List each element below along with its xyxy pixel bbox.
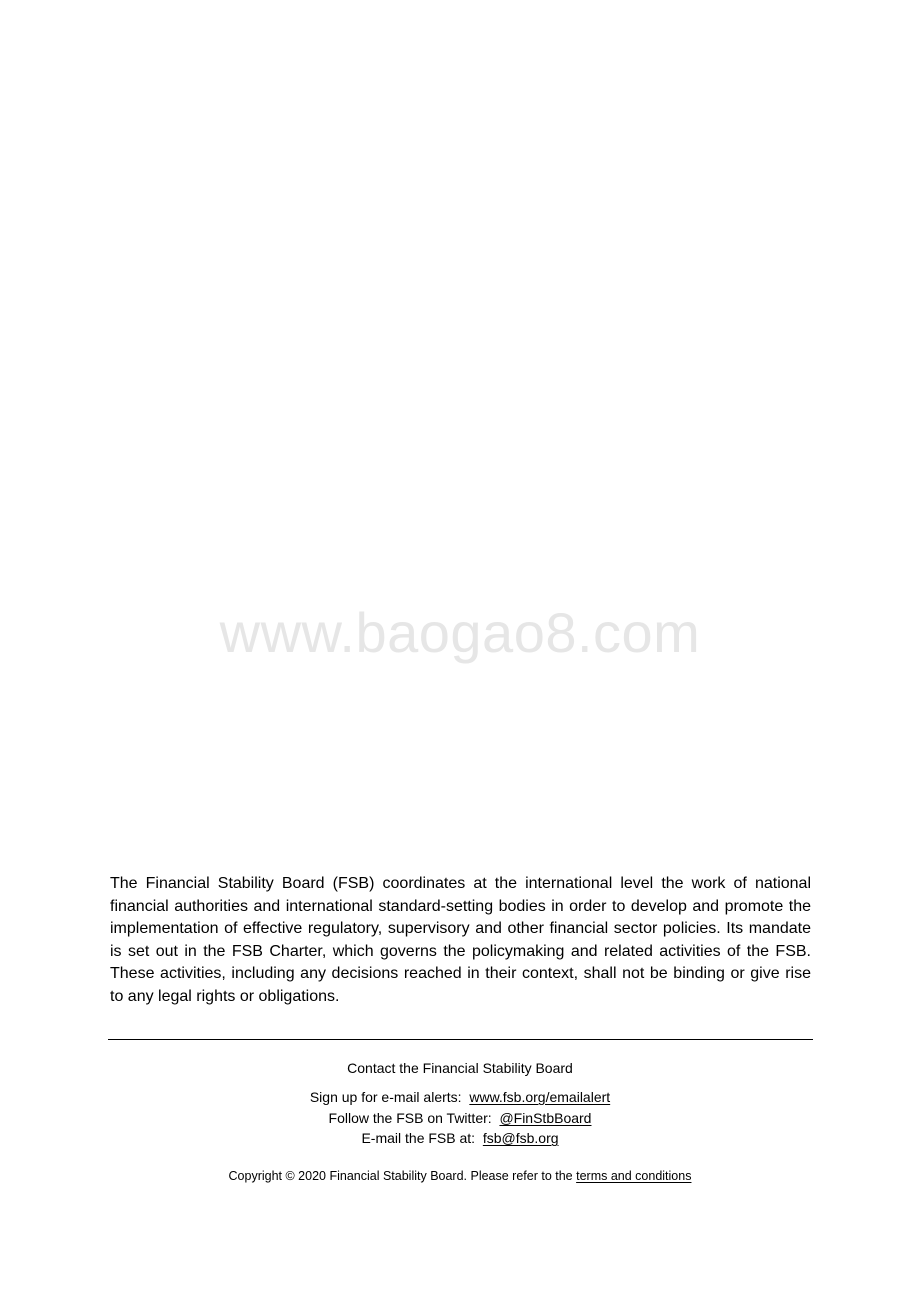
twitter-label: Follow the FSB on Twitter: — [328, 1109, 492, 1126]
email-line — [0, 1128, 920, 1149]
email-label: E-mail the FSB at: — [361, 1130, 476, 1146]
contact-block — [0, 1087, 920, 1149]
email-alerts-label: Sign up for e-mail alerts: — [309, 1089, 462, 1105]
contact-heading: Contact the Financial Stability Board — [347, 1060, 573, 1076]
email-alerts-line — [0, 1087, 920, 1108]
copyright-text: Copyright © 2020 Financial Stability Board. Please refer to the — [228, 1169, 573, 1183]
divider-line — [108, 1039, 813, 1040]
terms-and-conditions-link[interactable]: terms and conditions — [576, 1169, 692, 1183]
twitter-link[interactable]: @FinStbBoard — [499, 1109, 592, 1126]
twitter-line — [0, 1108, 920, 1129]
fsb-mandate-paragraph: The Financial Stability Board (FSB) coordinates at the international level the work of national financial authorities and international standard-setting bodies in order to develop and promote the implementation of effective regulatory, supervisory and other financial sector policies. Its mandate is set out in the FSB Charter, which governs the policymaking and related activities of the FSB. These activities, including any decisions reached in their context, shall not be binding or give rise to any legal rights or obligations. — [110, 875, 811, 1005]
watermark: www.baogao8.com — [219, 601, 701, 664]
email-link[interactable]: fsb@fsb.org — [482, 1130, 559, 1146]
email-alerts-link[interactable]: www.fsb.org/emailalert — [469, 1089, 611, 1105]
copyright-line — [0, 1167, 920, 1185]
